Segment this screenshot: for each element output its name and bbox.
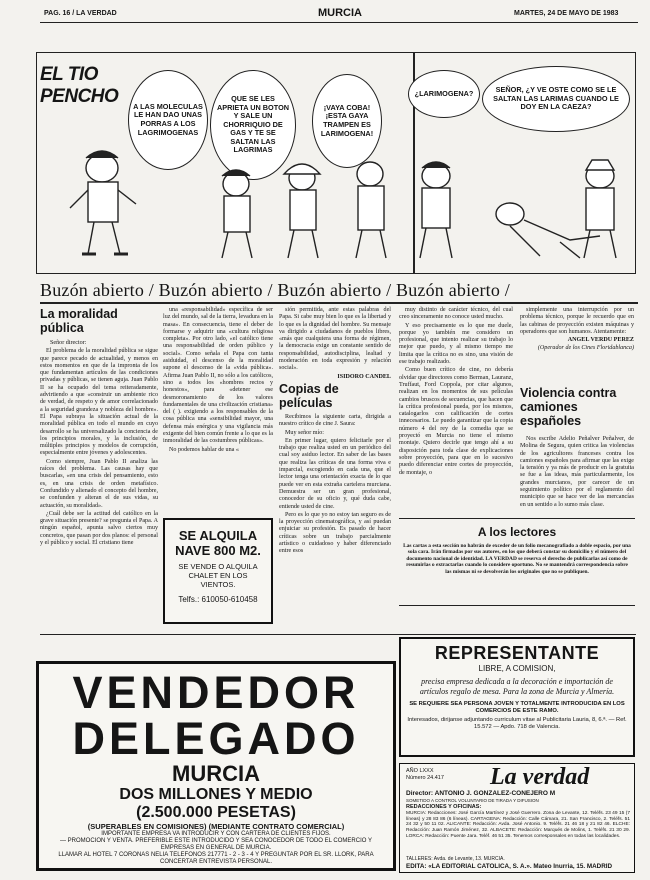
ad-rep-body: precisa empresa dedicada a la decoración e importación de artículos regalo de mesa. Para la zona de Murcia y Almería. xyxy=(419,677,615,696)
paragraph: En primer lugar, quiero felicitarle por el trabajo que realiza usted en un periódico del cual soy asiduo lector. En saber de las bases que realiza las críticas de una forma viva e imparcial, escogiendo en cada una, que el lector tenga una orientación exacta de lo que puede ver en esta extraña cartelera murciana. Demuestra ser un gran profesional, conocedor de su oficio y, qué duda cabe, entiende usted de cine. xyxy=(279,437,391,510)
paragraph: ¿Cuál debe ser la actitud del católico en la grave situación presente? se pregunta el Papa. A ningún español, apunta salvo ciertos muy concretos, que pasan por dos planos: el personal y el público y social. El cristiano tiene xyxy=(40,510,158,547)
masthead-edita: EDITA: «LA EDITORIAL CATOLICA, S. A.». Mateo Inurria, 15. MADRID xyxy=(406,863,613,870)
masthead-anno: AÑO LXXX xyxy=(406,768,434,774)
ad-rep-contact: Interesados, dirijanse adjuntando curriculum vitae al Publicitaria Lauria, 8, 6.ª. — Ref. 15.572 — Apdo. 718 de Valencia. xyxy=(407,717,627,730)
signature: ISIDORO CANDEL xyxy=(337,373,391,380)
comic-logo xyxy=(40,64,120,108)
ad-vendedor-line1: VENDEDOR xyxy=(72,667,360,718)
signature-role: (Operador de los Cines Floridablanca) xyxy=(537,345,634,352)
masthead-control: SOMETIDO A CONTROL VOLUNTARIO DE TIRADA Y DIFUSION xyxy=(406,798,539,803)
issue-date: MARTES, 24 DE MAYO DE 1983 xyxy=(514,10,619,17)
ad-alquila-line1: SE ALQUILA xyxy=(178,528,258,543)
article-title-moralidad: La moralidad pública xyxy=(40,307,118,335)
masthead-director: Director: ANTONIO J. GONZALEZ-CONEJERO M xyxy=(406,790,556,797)
paragraph: muy distinto de carácter técnico, del cual creo sinceramente no conoce usted mucho. xyxy=(399,307,513,321)
lectores-title: A los lectores xyxy=(477,525,557,539)
speech-bubble-3: ¡VAYA COBA! ¡ESTA GAYA TRAMPEN ES LARIMOGENA! xyxy=(312,74,382,168)
article-greeting: Muy señor mío: xyxy=(285,429,324,436)
paragraph: El problema de la moralidad pública se sigue que parece pecado de actualidad, y menos en estos momentos en que de la impronta de los que fundamentan artículos de las condiciones privadas y públicas, se tienen aguja. Juan Pablo II se ha ocupado del tema reiteradamente, advirtiendo a que «construir un ambiente rico de verdad, de respeto y de amor correlacionado a la seguridad grandeza y nobleza del hombre». El Papa subraya la situación actual de la moralidad pública en todo el mundo en cuyo desarrollo se ha universalizado la conciencia de los principios morales, y la inclusión, de múltiples principios y modelos de corrupción, especialmente entre jóvenes y adolescentes. xyxy=(40,348,158,457)
paragraph: Pero es lo que yo no estoy tan seguro es de la proyección cinematográfica, y así puedan enjuiciar su profesión. Es pasado de hacer críticas sobre un trabajo parcialmente artístico o cuidadoso y haber diferenciado entre esos xyxy=(279,511,391,555)
masthead-talleres: TALLERES: Avda. de Levante, 13. MURCIA. xyxy=(406,856,505,862)
ad-rep-req: SE REQUIERE SEA PERSONA JOVEN Y TOTALMENTE INTRODUCIDA EN LOS COMERCIOS DE ESTE RAMO. xyxy=(409,701,625,714)
soldier-figure xyxy=(284,164,320,258)
uniformed-figure xyxy=(584,160,616,258)
article-greeting: Señor director: xyxy=(50,340,87,346)
article-title-copias: Copias de películas xyxy=(279,382,339,410)
ad-vendedor-line6: (SUPERABLES EN COMISIONES) (MEDIANTE CONTRATO COMERCIAL) xyxy=(87,822,345,831)
paragraph: Como siempre, Juan Pablo II analiza las raíces del problema. Las causas hay que buscarlas, «en una crisis del pensamiento, esto es, en una crisis de orden metafísico. Confundido y alienado el concepto del hombre, se confunden y alteran el de sus vidas, su actuación, su moralidad». xyxy=(40,458,158,509)
lectores-text: Las cartas a esta sección no habrán de exceder de un folio mecanografiado a doble espacio, por una sola cara. Irán firmadas por sus autores, en los que deberá constar su domicilio y el número del documento nacional de identidad. LA VERDAD se reserva el derecho de publicarlas así como de resumirlas o extractarlas cuando lo considere oportuno. No se mantendrá correspondencia sobre las mismas ni se devolverán los originales que no se publiquen. xyxy=(403,543,631,575)
comic-title-line2: PENCHO xyxy=(40,86,119,107)
masthead-offices: MURCIA: Redacciones: José García Martínez y José Guerrero. Zona de Levante, 12. Teléfs. 23 49 15 (7 líneas) y 28 83 86 (6 líneas). CARTAGENA: Redacción: Calle Cámara, 21. San Francisco, 2. Teléfs. 51 24 32 y 50 11 02. ALICANTE: Redacción: Avda. José Antonio. 9. Teléfs. 21 46 18 y 21 82 46. ELCHE: Redacción: Juan Ramón Jiménez, 32. ALBACETE: Redacción: Marqués de Molins, 1. Teléfs. 21 30 29. LORCA: Redacción: Puente Jara. Teléf. 46 51 35. Tenemos corresponsales en todas las localidades. xyxy=(406,811,630,839)
speech-bubble-5: SEÑOR, ¿Y VE OSTE COMO SE LE SALTAN LAS LARIMAS CUANDO LE DOY EN LA CAEZA? xyxy=(482,66,630,132)
article-body-moralidad-end xyxy=(279,307,391,380)
box-a-los-lectores xyxy=(399,518,635,606)
signature: ANGEL VERDU PEREZ xyxy=(567,337,634,344)
ad-rep-title: REPRESENTANTE xyxy=(434,643,600,663)
header-rule xyxy=(40,22,638,23)
ad-se-alquila xyxy=(163,518,273,624)
masthead-logo: La verdad xyxy=(490,764,590,790)
ad-alquila-line3: SE VENDE O ALQUILA CHALET EN LOS VIENTOS. xyxy=(178,562,258,589)
paragraph: sión permitida, ante estas palabras del Papa. Si cabe muy bien lo que es la libertad y lo que es la dignidad del hombre. Su mensaje va dirigido a ciudadanos de pueblos libres, «más que cualquiera una forma de régimen, la democracia exige un constante sentido de responsabilidad, autodisciplina, lealtad y moderación en toda expresión y relación social». xyxy=(279,307,391,372)
article-body-copias-end xyxy=(520,307,634,379)
speech-bubble-1: A LAS MOLECULAS LE HAN DAO UNAS PORRAS A LOS LAGRIMOGENAS xyxy=(128,70,208,170)
paragraph: Nos escribe Adelio Peñalver Peñalver, de Molina de Segura, quien critica las violencias de los agricultores franceses contra los camiones españoles para afirmar que las exige la tensión y ya más de producir en la gratuita se fue a las ideas, más particularmente, los grandes murcianos, por carecer de un seguimiento político por el reglamento del municipio que se hace ver de las mercancías en un sentido a lo sumo más clase. xyxy=(520,436,634,508)
masthead-year xyxy=(406,768,444,781)
masthead-numero: Número 24.417 xyxy=(406,774,444,781)
tio-pencho-figure-1 xyxy=(70,151,136,254)
ad-alquila-phone: Telfs.: 610050-610458 xyxy=(178,595,258,604)
article-title-violencia: Violencia contra camiones españoles xyxy=(520,386,617,428)
paragraph: simplemente una interrupción por un problema técnico, porque le recuerdo que en las cabinas de proyección existen máquinas y operadores que son humanos. Atentamente: xyxy=(520,307,634,335)
masthead-box xyxy=(399,763,635,873)
section-banner: Buzón abierto / Buzón abierto / Buzón abierto / Buzón abierto / xyxy=(40,280,510,300)
article-body-moralidad-cont xyxy=(163,307,273,517)
paragraph: una «responsabilidad» específica de ser luz del mundo, sal de la tierra, levadura en la masa». En consecuencia, tiene el deber de formarse y adquirir una «cultura religiosa completa». Por otro lado, «el católico tiene una responsabilidad de orden público y social». Como señala el Papa con tanta asiduidad, el descenso de la moralidad supone el descenso de la «vida pública». Afirma Juan Pablo II, no sólo a los católicos, sino a todos los «hombres rectos y honestos», para «detener ese desmoronamiento de los valores fundamentales de una civilización cristiana» del ( ). exigiendo a los responsables de la cosa pública una «sensibilidad mayor, una defensa más enérgica y una vigilancia más exigente del bien común frente a lo que es la inmoralidad de las costumbres públicas». xyxy=(163,307,273,445)
ad-vendedor-delegado xyxy=(36,661,396,871)
article-body-violencia xyxy=(520,436,634,520)
ad-vendedor-line7: IMPORTANTE EMPRESA VA INTRODUCIR Y CON CARTERA DE CLIENTES FIJOS. xyxy=(101,831,331,837)
section-title: MURCIA xyxy=(318,7,362,19)
officer-figure xyxy=(356,162,386,258)
ad-representante xyxy=(399,637,635,757)
masthead-redacciones: REDACCIONES Y OFICINAS: xyxy=(406,804,482,810)
ad-vendedor-line3: MURCIA xyxy=(172,761,260,786)
ad-vendedor-line5: (2.500.000 PESETAS) xyxy=(136,804,296,821)
ad-rep-subtitle: LIBRE, A COMISION, xyxy=(478,664,556,673)
speech-bubble-4: ¿LARIMOGENA? xyxy=(408,70,480,118)
ad-vendedor-line2: DELEGADO xyxy=(72,713,360,764)
comic-title-line1: EL TIO xyxy=(40,64,98,85)
ad-vendedor-line9: LLAMAR AL HOTEL 7 CORONAS NELIA TELEFONOS 217771 - 2 - 3 - 4 Y PREGUNTAR POR EL SR. LLORK, PARA CONCERTAR ENTREVISTA PERSONAL. xyxy=(58,852,374,865)
banner-rule xyxy=(40,302,638,304)
ads-rule xyxy=(40,634,636,635)
paragraph: No podemos hablar de una « xyxy=(169,446,239,453)
ad-vendedor-line4: DOS MILLONES Y MEDIO xyxy=(119,786,313,803)
article-body-copias xyxy=(279,414,391,626)
fallen-figure xyxy=(496,203,600,258)
tio-pencho-figure-2 xyxy=(420,162,452,258)
paragraph: Y eso precisamente es lo que me duele, porque yo también me considero un profesional, que intento realizar su trabajo lo mejor que puedo, y al mismo tiempo me limita que la crítica no es sino, una visión de ese trabajo realizado. xyxy=(399,322,513,366)
article-intro: Recibimos la siguiente carta, dirigida a nuestro crítico de cine J. Saura: xyxy=(279,414,391,428)
speech-bubble-2: QUE SE LES APRIETA UN BOTON Y SALE UN CHORRIQUIO DE GAS Y TE SE SALTAN LAS LAGRIMAS xyxy=(210,70,296,180)
man-figure xyxy=(222,170,252,258)
ad-alquila-line2: NAVE 800 M2. xyxy=(175,543,261,558)
article-body-copias-cont xyxy=(399,307,513,515)
paragraph: Como buen crítico de cine, no debería olvidar que directores como Berman, Lauranz, Truffaut, Ford Coppola, por citar algunos, realizan en los momentos de sus películas cambios bruscos de secuencias, que hacen que la crítica profesional pueda, por los mismos, catalogarlos con calificación de cortes innecesarios. Le puedo garantizar que la copia número 4 del rey de la comedia que se proyectó en Murcia no tiene el mismo montaje. Quiero decirle que tengo ahí a su disposición para toda clase de explicaciones sobre proyección, para que en lo sucesivo puedo diferenciar entre cortes de proyección, de montaje, o xyxy=(399,367,513,476)
page-number: PAG. 16 / LA VERDAD xyxy=(44,10,117,17)
ad-vendedor-line8: — PROMOCION Y VENTA. PREFERIBLE ESTE INTRODUCIDO Y SEA CONOCEDOR DE TODO EL COMERCIO Y EMPRESAS EN GENERAL DE MURCIA. xyxy=(60,838,372,851)
comic-drawing xyxy=(40,130,635,270)
